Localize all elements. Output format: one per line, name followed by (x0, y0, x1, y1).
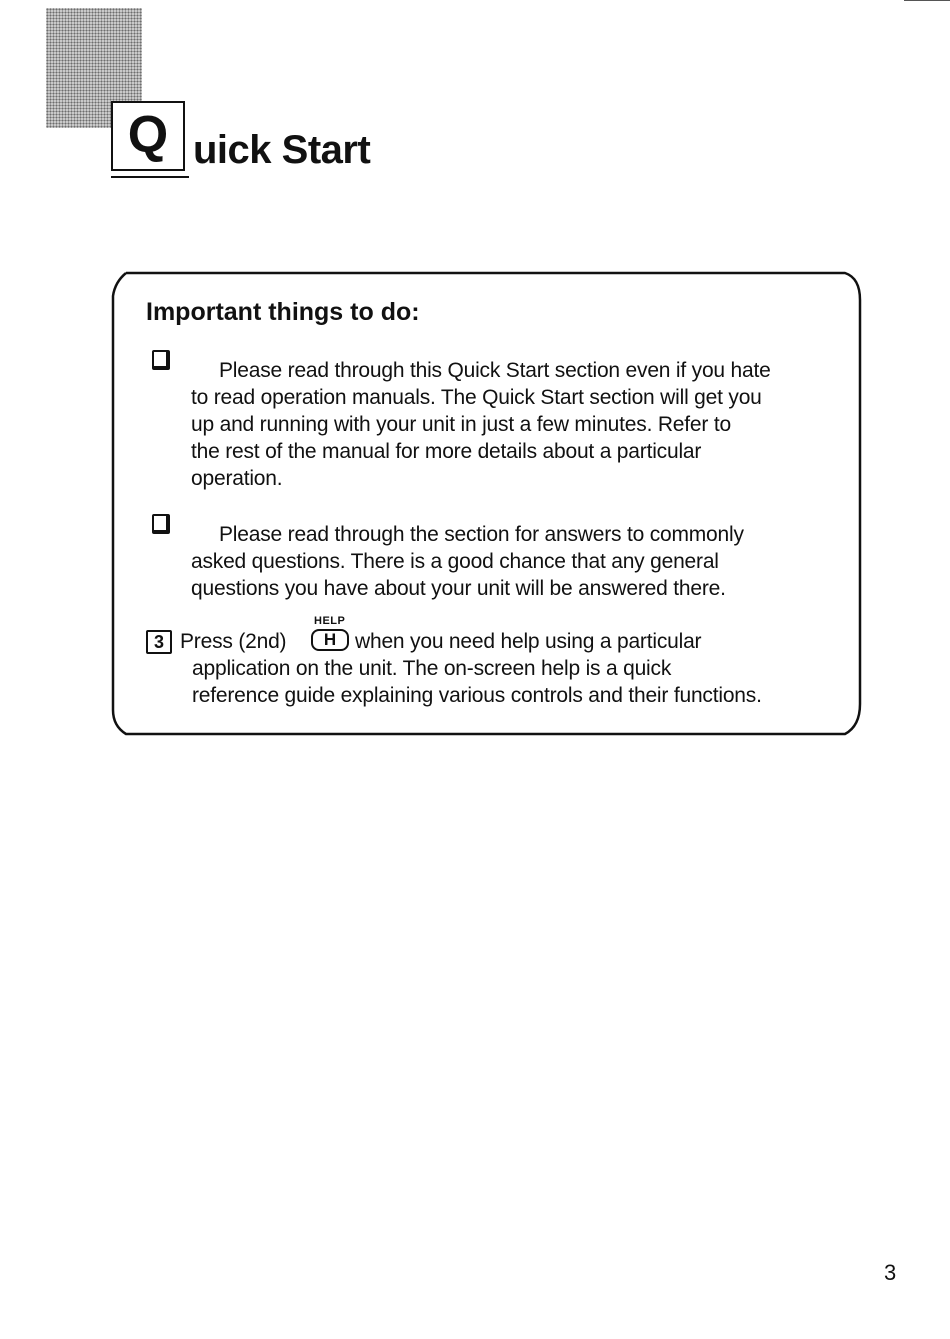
paragraph-line: application on the unit. The on-screen help is a quick (192, 657, 672, 680)
help-key-label: HELP (314, 615, 346, 627)
paragraph-line: Press (2nd) (180, 630, 287, 653)
paragraph-line: up and running with your unit in just a few minutes. Refer to (191, 413, 731, 436)
checkbox-icon (152, 350, 170, 370)
paragraph-line: asked questions. There is a good chance that any general (191, 550, 719, 573)
page-number: 3 (884, 1260, 897, 1285)
item-read-quick-start (191, 357, 841, 492)
help-key-icon: H (311, 629, 349, 651)
paragraph-line: Please read through the section for answers to commonly (219, 523, 744, 546)
paragraph-line: reference guide explaining various controls and their functions. (192, 684, 762, 707)
item-read-faq (191, 521, 841, 602)
step-number-box: 3 (146, 630, 172, 654)
help-line-rest (355, 628, 835, 655)
callout-heading: Important things to do: (146, 298, 420, 326)
title-initial-box: Q (111, 101, 185, 171)
paragraph-line: to read operation manuals. The Quick Start section will get you (191, 386, 762, 409)
page-title: uick Start (193, 128, 371, 172)
checkbox-icon (152, 514, 170, 534)
paragraph-line: the rest of the manual for more details about a particular (191, 440, 702, 463)
press-2nd-text (180, 628, 310, 655)
paragraph-line: Please read through this Quick Start section even if you hate (219, 359, 771, 382)
paragraph-line: when you need help using a particular (355, 630, 702, 653)
paragraph-line: operation. (191, 467, 283, 490)
item-help-continuation (192, 655, 842, 709)
paragraph-line: questions you have about your unit will be answered there. (191, 577, 726, 600)
